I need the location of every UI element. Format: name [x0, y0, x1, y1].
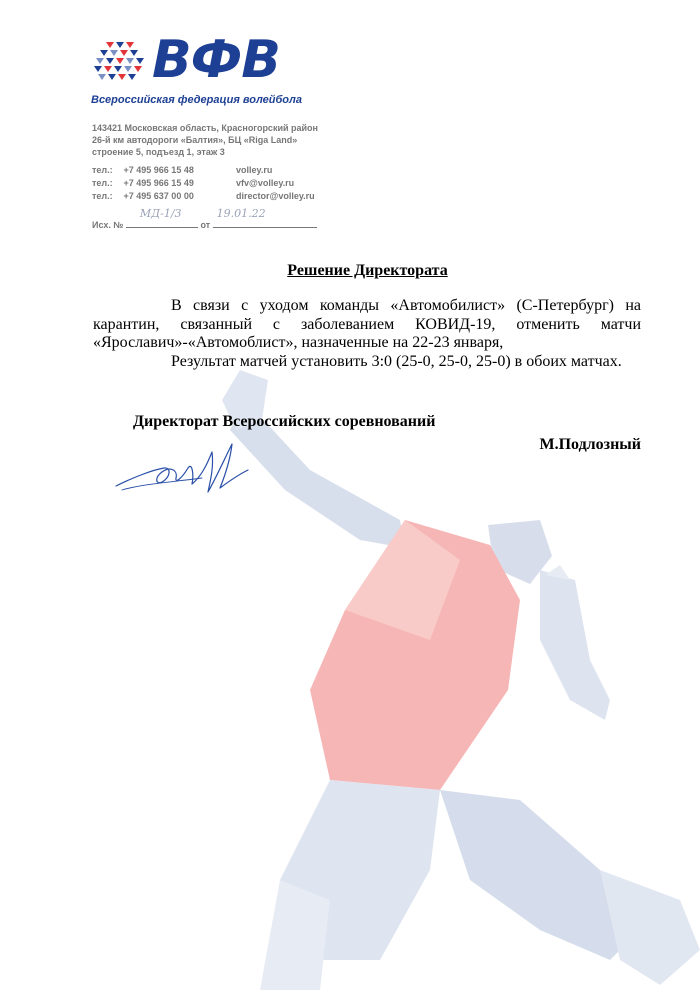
address-line: 26-й км автодороги «Балтия», БЦ «Riga Land» — [92, 135, 298, 145]
contact-email: volley.ru — [236, 165, 273, 175]
address-line: строение 5, подъезд 1, этаж 3 — [92, 147, 225, 157]
body-paragraph: В связи с уходом команды «Автомобилист» (С-Петербург) на карантин, связанный с заболеванием КОВИД-19, отменить матчи «Ярославич»-«Автомоблист», назначенные на 22-23 января, — [93, 297, 641, 351]
phone-number: +7 495 966 15 49 — [123, 178, 194, 188]
signatory-org: Директорат Всероссийских соревнований — [133, 413, 436, 430]
date-value: 19.01.22 — [216, 207, 266, 220]
ref-number-line — [126, 207, 198, 228]
document-title: Решение Директората — [287, 262, 448, 279]
body-paragraph: Результат матчей установить 3:0 (25-0, 25-0, 25-0) в обоих матчах. — [171, 352, 622, 370]
contact-email: vfv@volley.ru — [236, 178, 295, 188]
date-line — [213, 207, 317, 228]
ref-label: Исх. № — [92, 220, 124, 230]
signatory-name: М.Подлозный — [539, 436, 641, 453]
address-line: 143421 Московская область, Красногорский район — [92, 123, 318, 133]
reference-row — [92, 207, 317, 230]
vfv-logo-icon — [92, 40, 148, 86]
phone-number: +7 495 966 15 48 — [123, 165, 194, 175]
ref-number: МД-1/3 — [139, 207, 182, 220]
vfv-logo-text: ВФВ — [152, 30, 280, 90]
phone-label: тел.: — [92, 178, 113, 188]
document-body — [93, 297, 641, 371]
signature-icon — [112, 438, 252, 498]
phone-label: тел.: — [92, 165, 113, 175]
org-name: Всероссийская федерация волейбола — [91, 94, 302, 106]
phone-number: +7 495 637 00 00 — [123, 191, 194, 201]
contact-email: director@volley.ru — [236, 191, 315, 201]
contact-row — [92, 190, 315, 202]
date-label: от — [200, 220, 211, 230]
phone-label: тел.: — [92, 191, 113, 201]
contact-row — [92, 177, 294, 189]
contact-row — [92, 164, 272, 176]
